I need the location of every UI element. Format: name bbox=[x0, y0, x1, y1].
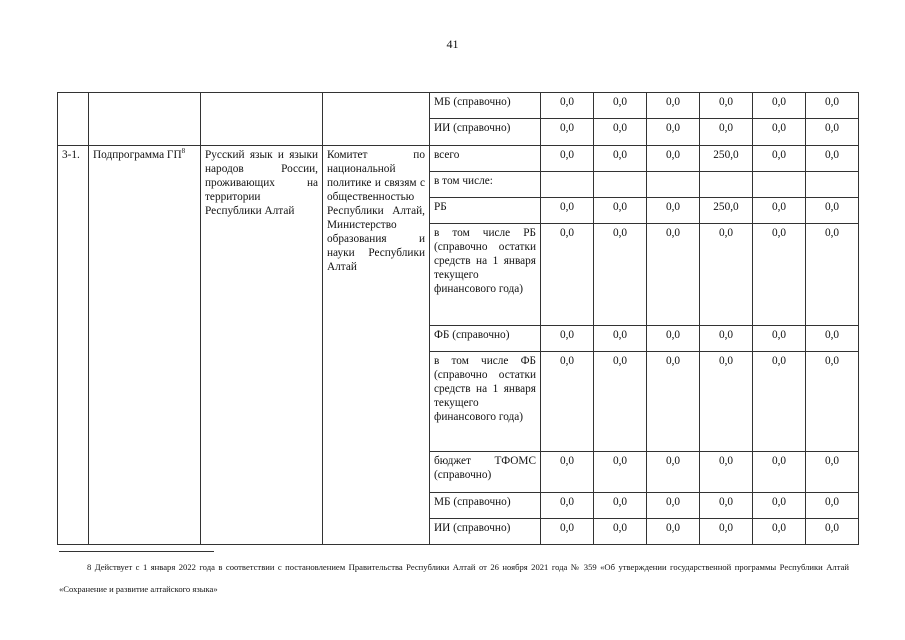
value-cell: 0,0 bbox=[806, 352, 859, 452]
program-name-cell bbox=[89, 146, 201, 545]
value-cell: 0,0 bbox=[647, 493, 700, 519]
value-cell: 0,0 bbox=[594, 452, 647, 493]
value-cell: 0,0 bbox=[541, 224, 594, 326]
value-cell: 0,0 bbox=[647, 146, 700, 172]
program-executor: Комитет по национальной политике и связям с общественностью Республики Алтай, Министерство образования и науки Республики Алтай bbox=[323, 146, 430, 545]
value-cell: 0,0 bbox=[541, 493, 594, 519]
empty-goal-cell bbox=[201, 93, 323, 146]
value-cell: 0,0 bbox=[594, 198, 647, 224]
footnote-ref: 8 bbox=[181, 147, 186, 156]
value-cell: 0,0 bbox=[647, 198, 700, 224]
program-number: 3-1. bbox=[58, 146, 89, 545]
source-cell: в том числе РБ (справочно остатки средств на 1 января текущего финансового года) bbox=[430, 224, 541, 326]
value-cell: 0,0 bbox=[541, 326, 594, 352]
value-cell: 0,0 bbox=[647, 93, 700, 119]
value-cell: 250,0 bbox=[700, 198, 753, 224]
value-cell bbox=[647, 172, 700, 198]
source-cell: в том числе: bbox=[430, 172, 541, 198]
value-cell: 0,0 bbox=[753, 352, 806, 452]
value-cell: 0,0 bbox=[806, 198, 859, 224]
value-cell: 0,0 bbox=[753, 119, 806, 146]
value-cell: 0,0 bbox=[700, 224, 753, 326]
source-cell: в том числе ФБ (справочно остатки средств на 1 января текущего финансового года) bbox=[430, 352, 541, 452]
source-cell: МБ (справочно) bbox=[430, 93, 541, 119]
empty-executor-cell bbox=[323, 93, 430, 146]
value-cell: 0,0 bbox=[700, 493, 753, 519]
value-cell: 0,0 bbox=[753, 326, 806, 352]
source-cell: всего bbox=[430, 146, 541, 172]
value-cell: 0,0 bbox=[806, 119, 859, 146]
value-cell: 250,0 bbox=[700, 146, 753, 172]
source-cell: МБ (справочно) bbox=[430, 493, 541, 519]
source-cell: ИИ (справочно) bbox=[430, 519, 541, 545]
value-cell bbox=[541, 172, 594, 198]
source-cell: ФБ (справочно) bbox=[430, 326, 541, 352]
value-cell: 0,0 bbox=[806, 224, 859, 326]
value-cell bbox=[753, 172, 806, 198]
value-cell: 0,0 bbox=[700, 326, 753, 352]
value-cell: 0,0 bbox=[753, 519, 806, 545]
value-cell: 0,0 bbox=[541, 519, 594, 545]
program-goal: Русский язык и языки народов России, проживающих на территории Республики Алтай bbox=[201, 146, 323, 545]
value-cell: 0,0 bbox=[647, 224, 700, 326]
value-cell: 0,0 bbox=[541, 93, 594, 119]
value-cell: 0,0 bbox=[594, 93, 647, 119]
value-cell: 0,0 bbox=[541, 119, 594, 146]
value-cell: 0,0 bbox=[594, 519, 647, 545]
value-cell: 0,0 bbox=[647, 119, 700, 146]
footnote-separator bbox=[59, 551, 214, 552]
value-cell: 0,0 bbox=[647, 352, 700, 452]
value-cell: 0,0 bbox=[594, 146, 647, 172]
value-cell bbox=[700, 172, 753, 198]
source-cell: бюджет ТФОМС (справочно) bbox=[430, 452, 541, 493]
value-cell: 0,0 bbox=[700, 452, 753, 493]
source-cell: РБ bbox=[430, 198, 541, 224]
value-cell: 0,0 bbox=[753, 198, 806, 224]
footnote-text: 8 Действует с 1 января 2022 года в соответствии с постановлением Правительства Республики Алтай от 26 ноября 2021 года № 359 «Об утверждении государственной программы Республики Алтай «Сохранение и развитие алтайского языка» bbox=[59, 562, 849, 594]
value-cell: 0,0 bbox=[806, 93, 859, 119]
value-cell: 0,0 bbox=[541, 146, 594, 172]
value-cell: 0,0 bbox=[700, 93, 753, 119]
value-cell: 0,0 bbox=[647, 452, 700, 493]
value-cell: 0,0 bbox=[753, 493, 806, 519]
value-cell: 0,0 bbox=[594, 224, 647, 326]
value-cell: 0,0 bbox=[647, 326, 700, 352]
value-cell: 0,0 bbox=[806, 493, 859, 519]
value-cell: 0,0 bbox=[753, 146, 806, 172]
value-cell: 0,0 bbox=[541, 452, 594, 493]
value-cell: 0,0 bbox=[753, 93, 806, 119]
table-row bbox=[58, 146, 859, 172]
program-name: Подпрограмма ГП bbox=[93, 149, 182, 161]
empty-name-cell bbox=[89, 93, 201, 146]
value-cell: 0,0 bbox=[700, 352, 753, 452]
value-cell: 0,0 bbox=[806, 452, 859, 493]
empty-number-cell bbox=[58, 93, 89, 146]
source-cell: ИИ (справочно) bbox=[430, 119, 541, 146]
value-cell: 0,0 bbox=[753, 452, 806, 493]
value-cell: 0,0 bbox=[753, 224, 806, 326]
budget-table bbox=[57, 92, 859, 545]
value-cell: 0,0 bbox=[541, 198, 594, 224]
value-cell: 0,0 bbox=[806, 326, 859, 352]
value-cell: 0,0 bbox=[594, 352, 647, 452]
value-cell: 0,0 bbox=[594, 493, 647, 519]
table-row bbox=[58, 93, 859, 119]
value-cell: 0,0 bbox=[594, 326, 647, 352]
value-cell: 0,0 bbox=[541, 352, 594, 452]
value-cell: 0,0 bbox=[806, 519, 859, 545]
value-cell: 0,0 bbox=[806, 146, 859, 172]
value-cell bbox=[594, 172, 647, 198]
value-cell: 0,0 bbox=[594, 119, 647, 146]
value-cell: 0,0 bbox=[700, 119, 753, 146]
value-cell: 0,0 bbox=[700, 519, 753, 545]
value-cell bbox=[806, 172, 859, 198]
page-number: 41 bbox=[446, 37, 459, 51]
value-cell: 0,0 bbox=[647, 519, 700, 545]
